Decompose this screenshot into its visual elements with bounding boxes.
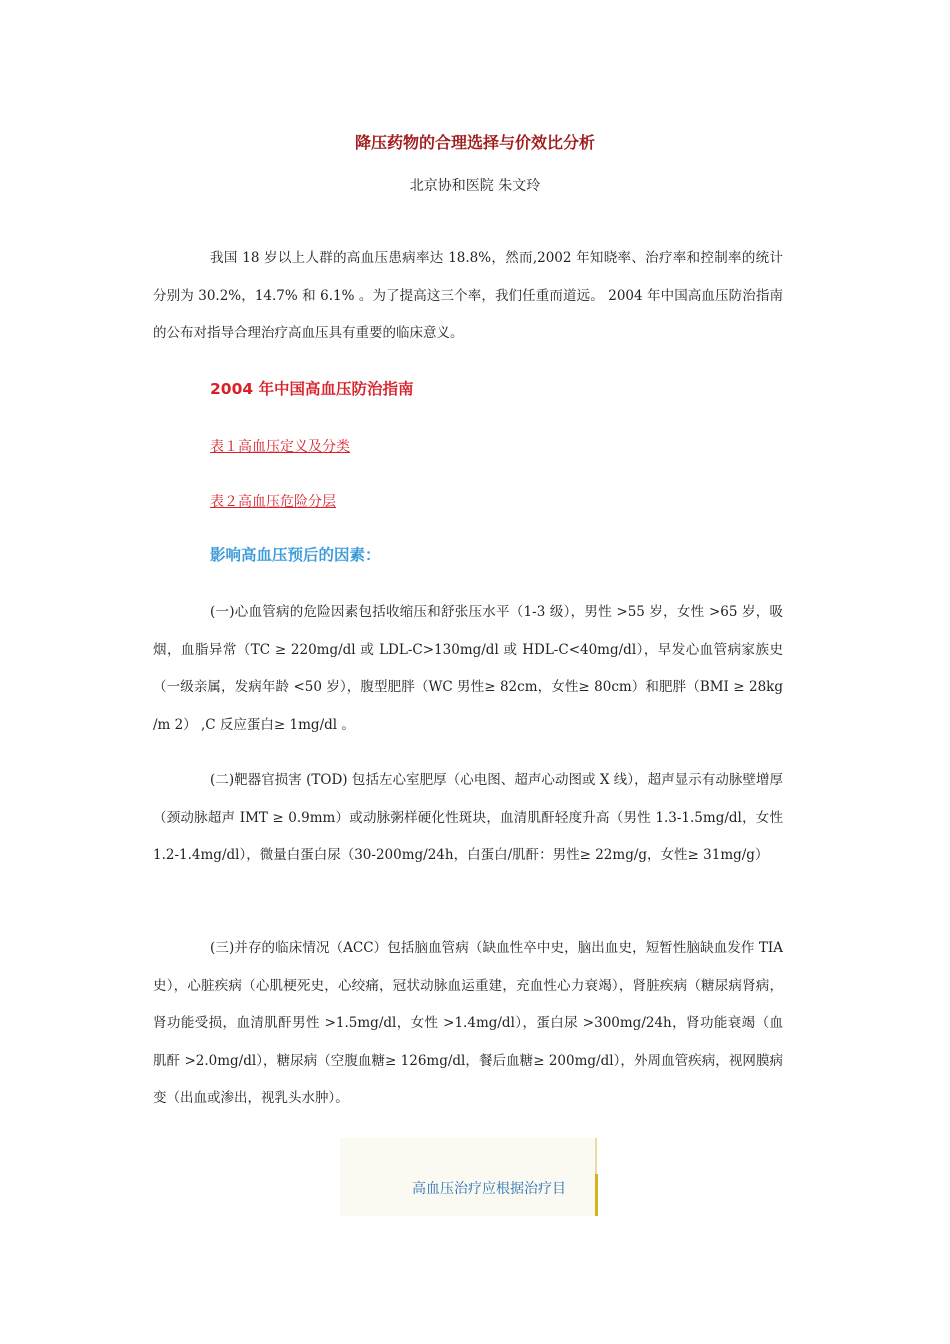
- document-title: 降压药物的合理选择与价效比分析: [354, 133, 595, 152]
- link-table-2-label: 表２高血压危险分层: [210, 494, 336, 510]
- treatment-callout-box: [340, 1138, 597, 1216]
- link-table-1[interactable]: [210, 436, 358, 456]
- factors-heading: 影响高血压预后的因素：: [210, 546, 381, 564]
- callout-accent-bar: [595, 1174, 598, 1216]
- factor-paragraph-2: (二)靶器官损害 (TOD) 包括左心室肥厚（心电图、超声心动图或 X 线），超声显示有动脉壁增厚（颈动脉超声 IMT ≥ 0.9mm）或动脉粥样硬化性斑块，血清肌酐轻度升高（男性 1.3-1.5mg/dl，女性 1.2-1.4mg/dl），微量白蛋白尿（30-200mg/24h，白蛋白/肌酐：男性≥ 22mg/g，女性≥ 31mg/g）: [153, 772, 783, 863]
- link-table-2[interactable]: [210, 491, 344, 511]
- link-table-1-label: 表１高血压定义及分类: [210, 439, 350, 455]
- factor-paragraph-3: (三)并存的临床情况（ACC）包括脑血管病（缺血性卒中史，脑出血史，短暂性脑缺血发作 TIA 史），心脏疾病（心肌梗死史，心绞痛，冠状动脉血运重建，充血性心力衰竭），肾脏疾病（糖尿病肾病，肾功能受损，血清肌酐男性 >1.5mg/dl，女性 >1.4mg/dl），蛋白尿 >300mg/24h，肾功能衰竭（血肌酐 >2.0mg/dl），糖尿病（空腹血糖≥ 126mg/dl，餐后血糖≥ 200mg/dl），外周血管疾病，视网膜病变（出血或渗出，视乳头水肿）。: [153, 940, 783, 1106]
- callout-text: 高血压治疗应根据治疗目: [412, 1181, 566, 1197]
- intro-paragraph: 我国 18 岁以上人群的高血压患病率达 18.8%，然而,2002 年知晓率、治疗率和控制率的统计分别为 30.2%，14.7% 和 6.1% 。为了提高这三个率，我们任重而道远。 2004 年中国高血压防治指南的公布对指导合理治疗高血压具有重要的临床意义。: [153, 250, 783, 341]
- guideline-heading: 2004 年中国高血压防治指南: [210, 380, 414, 398]
- document-author: 北京协和医院 朱文玲: [409, 178, 541, 194]
- factor-paragraph-1: (一)心血管病的危险因素包括收缩压和舒张压水平（1-3 级），男性 >55 岁，女性 >65 岁，吸烟，血脂异常（TC ≥ 220mg/dl 或 LDL-C>130mg/dl 或 HDL-C<40mg/dl），早发心血管病家族史（一级亲属，发病年龄 <50 岁），腹型肥胖（WC 男性≥ 82cm，女性≥ 80cm）和肥胖（BMI ≥ 28kg /m 2） ,C 反应蛋白≥ 1mg/dl 。: [153, 604, 783, 733]
